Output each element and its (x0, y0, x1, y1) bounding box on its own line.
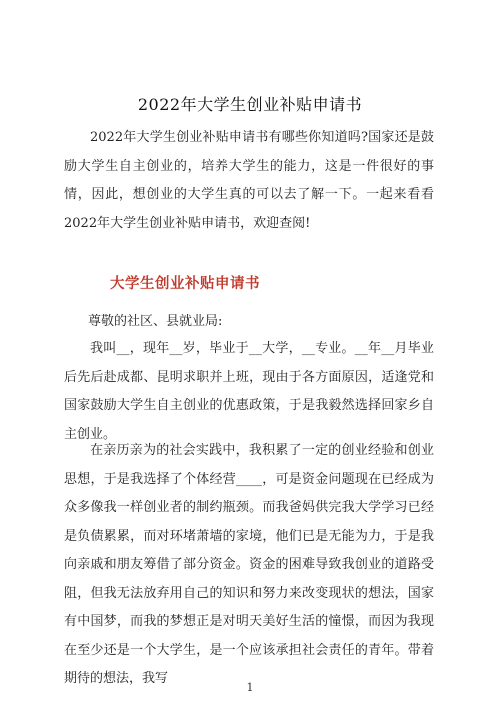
document-title: 2022年大学生创业补贴申请书 (137, 95, 363, 114)
intro-paragraph: 2022年大学生创业补贴申请书有哪些你知道吗?国家还是鼓励大学生自主创业的，培养大学生的能力，这是一件很好的事情，因此，想创业的大学生真的可以去了解一下。一起来看看2022年大学生创业补贴申请书，欢迎查阅! (64, 130, 434, 231)
salutation: 尊敬的社区、县就业局: (88, 314, 223, 329)
section-heading: 大学生创业补贴申请书 (110, 275, 260, 292)
body-paragraph-1: 我叫__，现年__岁，毕业于__大学，__专业。__年__月毕业后先后赴成都、昆明求职并上班，现由于各方面原因，适逢党和国家鼓励大学生自主创业的优惠政策，于是我毅然选择回家乡自主创业。 (64, 341, 434, 442)
body-paragraph-2: 在亲历亲为的社会实践中，我积累了一定的创业经验和创业思想，于是我选择了个体经营____，可是资金问题现在已经成为众多像我一样创业者的制约瓶颈。而我爸妈供完我大学学习已经是负债累累，而对环堵萧墙的家境，他们已是无能为力，于是我向亲戚和朋友筹借了部分资金。资金的困难导致我创业的道路受阻，但我无法放弃用自己的知识和努力来改变现状的想法，国家有中国梦，而我的梦想正是对明天美好生活的憧憬，而因为我现在至少还是一个大学生，是一个应该承担社会责任的青年。带着期待的想法，我写 (64, 443, 434, 686)
page-number: 1 (246, 681, 254, 694)
